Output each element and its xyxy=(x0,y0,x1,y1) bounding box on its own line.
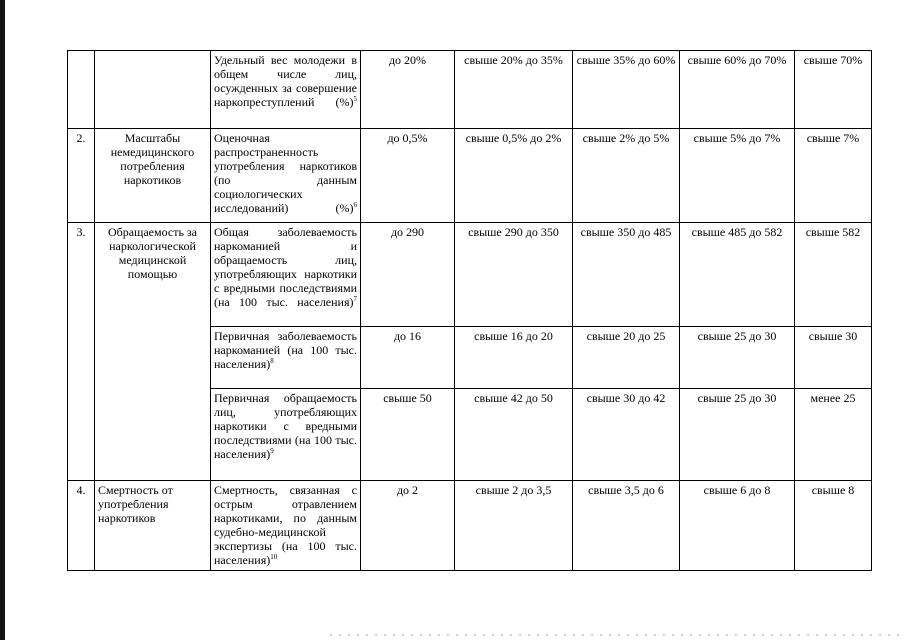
level-2-cell: свыше 20% до 35% xyxy=(455,51,573,129)
level-3-cell: свыше 35% до 60% xyxy=(573,51,680,129)
row-number: 2. xyxy=(68,129,95,223)
footnote-ref: 7 xyxy=(353,295,357,303)
scan-edge xyxy=(0,0,5,640)
level-3-cell: свыше 20 до 25 xyxy=(573,327,680,389)
level-2-cell: свыше 290 до 350 xyxy=(455,223,573,327)
level-3-cell: свыше 350 до 485 xyxy=(573,223,680,327)
level-5-cell: менее 25 xyxy=(795,389,872,481)
level-1-cell: до 2 xyxy=(361,481,455,571)
level-5-cell: свыше 582 xyxy=(795,223,872,327)
criterion-cell: Смертность от употребления наркотиков xyxy=(95,481,211,571)
level-3-cell: свыше 30 до 42 xyxy=(573,389,680,481)
level-4-cell: свыше 25 до 30 xyxy=(680,389,795,481)
footnote-ref: 8 xyxy=(270,357,274,365)
indicator-cell: Первичная заболеваемость наркоманией (на 100 тыс. населения)$^8$ xyxy=(211,327,361,389)
footnote-ref: 10 xyxy=(270,553,278,561)
row-number: 4. xyxy=(68,481,95,571)
row-number xyxy=(68,51,95,129)
indicator-cell: Общая заболеваемость наркоманией и обращаемость лиц, употребляющих наркотики с вредными последствиями (на 100 тыс. населения)$^7$ xyxy=(211,223,361,327)
level-2-cell: свыше 16 до 20 xyxy=(455,327,573,389)
level-4-cell: свыше 6 до 8 xyxy=(680,481,795,571)
level-1-cell: свыше 50 xyxy=(361,389,455,481)
level-5-cell: свыше 30 xyxy=(795,327,872,389)
table-row xyxy=(68,129,872,223)
level-5-cell: свыше 8 xyxy=(795,481,872,571)
indicator-cell: Смертность, связанная с острым отравлением наркотиками, по данным судебно-медицинской экспертизы (на 100 тыс. населения)$^{10}$ xyxy=(211,481,361,571)
table-row xyxy=(68,223,872,327)
level-1-cell: до 290 xyxy=(361,223,455,327)
level-1-cell: до 16 xyxy=(361,327,455,389)
table-row xyxy=(68,51,872,129)
footnote-ref: 6 xyxy=(353,201,357,209)
criterion-cell: Обращаемость за наркологической медицинской помощью xyxy=(95,223,211,481)
indicator-cell: Удельный вес молодежи в общем числе лиц, осужденных за совершение наркопреступлений (%)$^5$ xyxy=(211,51,361,129)
indicator-cell: Первичная обращаемость лиц, употребляющих наркотики с вредными последствиями (на 100 тыс. населения)$^9$ xyxy=(211,389,361,481)
level-1-cell: до 20% xyxy=(361,51,455,129)
footnote-ref: 5 xyxy=(353,95,357,103)
footnote-ref: 9 xyxy=(270,447,274,455)
level-4-cell: свыше 5% до 7% xyxy=(680,129,795,223)
level-4-cell: свыше 60% до 70% xyxy=(680,51,795,129)
indicators-table xyxy=(67,50,872,571)
criterion-cell xyxy=(95,51,211,129)
row-number: 3. xyxy=(68,223,95,481)
level-2-cell: свыше 0,5% до 2% xyxy=(455,129,573,223)
level-2-cell: свыше 42 до 50 xyxy=(455,389,573,481)
level-5-cell: свыше 70% xyxy=(795,51,872,129)
level-2-cell: свыше 2 до 3,5 xyxy=(455,481,573,571)
indicator-cell: Оценочная распространенность употребления наркотиков (по данным социологических исследований) (%)$^6$ xyxy=(211,129,361,223)
level-4-cell: свыше 485 до 582 xyxy=(680,223,795,327)
criterion-cell: Масштабы немедицинского потребления наркотиков xyxy=(95,129,211,223)
scan-artifact xyxy=(330,634,900,636)
level-4-cell: свыше 25 до 30 xyxy=(680,327,795,389)
table-row xyxy=(68,481,872,571)
level-3-cell: свыше 2% до 5% xyxy=(573,129,680,223)
level-5-cell: свыше 7% xyxy=(795,129,872,223)
level-1-cell: до 0,5% xyxy=(361,129,455,223)
level-3-cell: свыше 3,5 до 6 xyxy=(573,481,680,571)
